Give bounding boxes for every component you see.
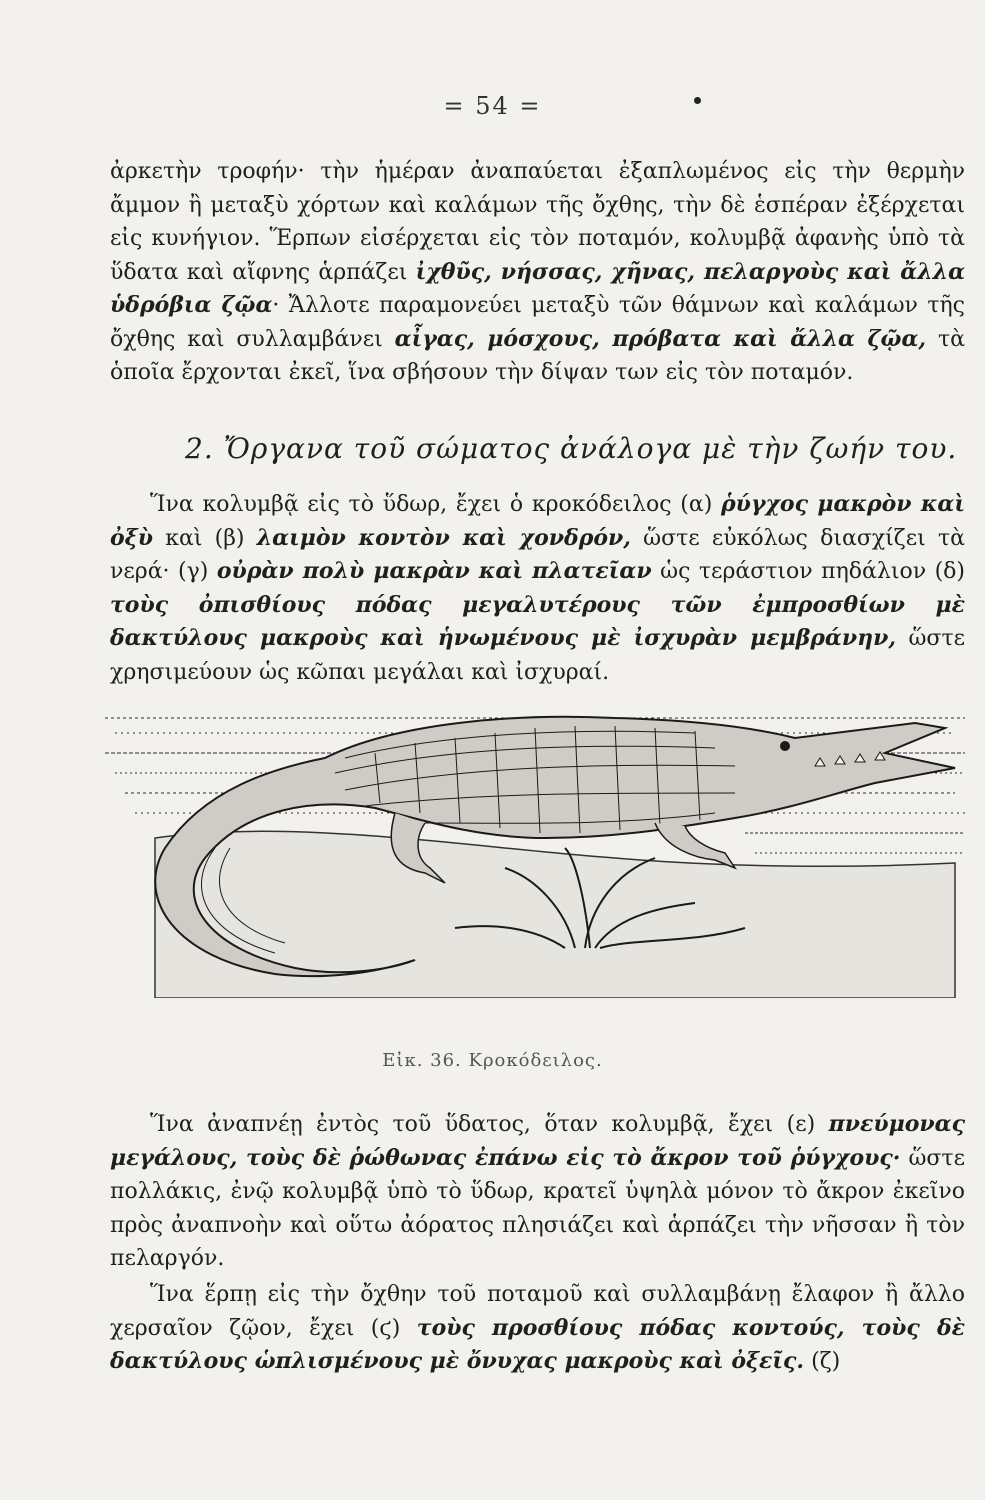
organs-bold-snout: ῥύγχος μακρὸν καὶ ὀξὺ bbox=[110, 491, 965, 551]
ink-dot bbox=[694, 97, 701, 104]
page-number: = 54 = bbox=[443, 92, 542, 120]
crawl-bold-feet: τοὺς προσθίους πόδας κοντούς, τοὺς δὲ δακτύλους ὡπλισμένους μὲ ὄνυχας μακροὺς καὶ ὀξεῖς. bbox=[110, 1314, 965, 1374]
organs-bold-feet: τοὺς ὀπισθίους πόδας μεγαλυτέρους τῶν ἐμπροσθίων μὲ δακτύλους μακροὺς καὶ ἡνωμένους μὲ ἰσχυρὰν μεμβράνην, bbox=[110, 591, 965, 651]
intro-paragraph bbox=[110, 155, 965, 390]
organs-text-4: ὡς τεράστιον πηδάλιον (δ) bbox=[660, 559, 965, 584]
intro-bold-prey-1: ἰχθῦς, νήσσας, χῆνας, πελαργοὺς καὶ ἄλλα ὑδρόβια ζῷα bbox=[110, 258, 965, 318]
intro-text-1: ἀρκετὴν τροφήν· τὴν ἡμέραν ἀναπαύεται ἐξαπλωμένος εἰς τὴν θερμὴν ἄμμον ἢ μεταξὺ χόρτων καὶ καλάμων τῆς ὄχθης, τὴν δὲ ἑσπέραν ἐξέρχεται εἰς κυνήγιον. Ἕρπων εἰσέρχεται εἰς τὸν ποταμόν, κολυμβᾷ ἀφανὴς ὑπὸ τὰ ὕδατα καὶ αἴφνης ἁρπάζει bbox=[110, 159, 965, 285]
organs-text-2: καὶ (β) bbox=[165, 525, 245, 551]
intro-text-3: τὰ ὁποῖα ἔρχονται ἐκεῖ, ἵνα σβήσουν τὴν δίψαν των εἰς τὸν ποταμόν. bbox=[110, 326, 965, 385]
breath-text-1: Ἵνα ἀναπνέῃ ἐντὸς τοῦ ὕδατος, ὅταν κολυμβᾷ, ἔχει (ε) bbox=[150, 1112, 816, 1137]
intro-bold-prey-2: αἶγας, μόσχους, πρόβατα καὶ ἄλλα ζῷα, bbox=[394, 325, 927, 352]
organs-text-3: ὥστε εὐκόλως διασχίζει τὰ νερά· (γ) bbox=[110, 525, 965, 584]
breath-text-2: ὥστε πολλάκις, ἐνῷ κολυμβᾷ ὑπὸ τὸ ὕδωρ, κρατεῖ ὑψηλὰ μόνον τὸ ἄκρον ἐκεῖνο πρὸς ἀναπνοὴν καὶ οὕτω ἀόρατος πλησιάζει καὶ ἁρπάζει τὴν νῆσσαν ἢ τὸν πελαργόν. bbox=[110, 1145, 965, 1271]
breath-bold-lungs: πνεύμονας μεγάλους, τοὺς δὲ ῥώθωνας ἐπάνω εἰς τὸ ἄκρον τοῦ ῥύγχους· bbox=[110, 1111, 965, 1171]
crawl-paragraph bbox=[110, 1278, 965, 1379]
crawl-text-2: (ζ) bbox=[811, 1349, 841, 1374]
organs-bold-tail: οὐρὰν πολὺ μακρὰν καὶ πλατεῖαν bbox=[216, 558, 652, 584]
organs-text-1: Ἵνα κολυμβᾷ εἰς τὸ ὕδωρ, ἔχει ὁ κροκόδειλος (α) bbox=[150, 492, 713, 517]
figure-caption: Εἰκ. 36. Κροκόδειλος. bbox=[382, 1050, 603, 1071]
section-heading: 2. Ὄργανα τοῦ σώματος ἀνάλογα μὲ τὴν ζωήν του. bbox=[185, 432, 958, 465]
organs-bold-neck: λαιμὸν κοντὸν καὶ χονδρόν, bbox=[256, 524, 631, 551]
organs-text-5: ὥστε χρησιμεύουν ὡς κῶπαι μεγάλαι καὶ ἰσχυραί. bbox=[110, 626, 966, 685]
crocodile-illustration bbox=[95, 698, 975, 998]
crawl-text-1: Ἵνα ἕρπῃ εἰς τὴν ὄχθην τοῦ ποταμοῦ καὶ συλλαμβάνῃ ἔλαφον ἢ ἄλλο χερσαῖον ζῷον, ἔχει (ϛ) bbox=[110, 1282, 965, 1341]
organs-paragraph bbox=[110, 488, 965, 689]
breath-paragraph bbox=[110, 1108, 965, 1276]
intro-text-2: · Ἄλλοτε παραμονεύει μεταξὺ τῶν θάμνων καὶ καλάμων τῆς ὄχθης καὶ συλλαμβάνει bbox=[110, 293, 965, 352]
